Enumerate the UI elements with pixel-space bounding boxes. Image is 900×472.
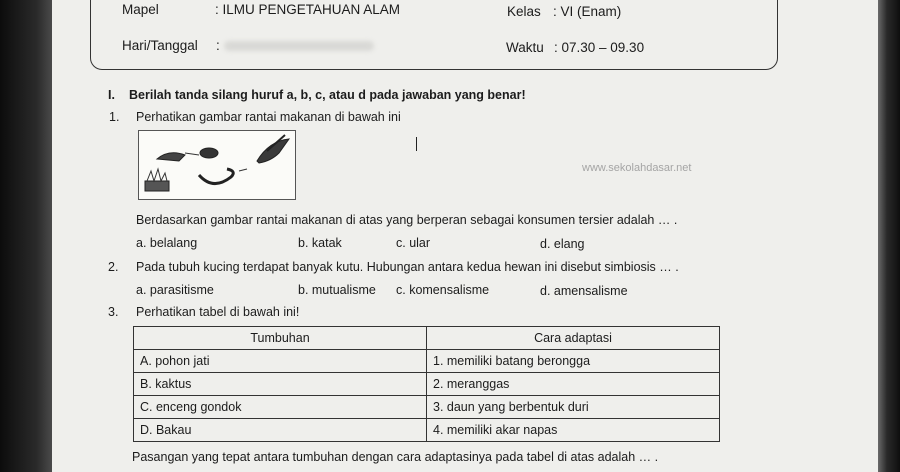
hari-value: : xyxy=(216,38,374,53)
q2-text: Pada tubuh kucing terdapat banyak kutu. Hubungan antara kedua hewan ini disebut simbiosis … . xyxy=(136,260,679,274)
q2-option-a: a. parasitisme xyxy=(136,283,214,297)
waktu-value: : 07.30 – 09.30 xyxy=(554,40,645,55)
table-row xyxy=(134,419,720,442)
table-cell: C. enceng gondok xyxy=(134,396,427,419)
mapel-value: : ILMU PENGETAHUAN ALAM xyxy=(215,2,401,17)
q1-option-a: a. belalang xyxy=(136,236,198,250)
text-cursor xyxy=(416,137,417,151)
table-row xyxy=(134,373,720,396)
table-cell: 1. memiliki batang berongga xyxy=(427,350,720,373)
q1-text: Perhatikan gambar rantai makanan di bawah ini xyxy=(136,110,401,124)
hari-label: Hari/Tanggal xyxy=(122,38,198,53)
q2-option-d: d. amensalisme xyxy=(540,284,628,298)
mapel-label: Mapel xyxy=(122,2,159,17)
table-header-tumbuhan: Tumbuhan xyxy=(134,327,427,350)
food-chain-image xyxy=(138,130,296,200)
q2-number: 2. xyxy=(108,260,119,274)
scan-left-border xyxy=(0,0,52,472)
table-header-cara-adaptasi: Cara adaptasi xyxy=(427,327,720,350)
q3-text: Perhatikan tabel di bawah ini! xyxy=(136,305,300,319)
q1-number: 1. xyxy=(109,110,120,124)
q1-option-d: d. elang xyxy=(540,237,585,251)
q2-option-b: b. mutualisme xyxy=(298,283,376,297)
kelas-value: : VI (Enam) xyxy=(553,4,622,19)
section-instruction: Berilah tanda silang huruf a, b, c, atau d pada jawaban yang benar! xyxy=(129,88,526,102)
redacted-date xyxy=(224,41,374,51)
header-box xyxy=(90,0,778,70)
table-cell: 3. daun yang berbentuk duri xyxy=(427,396,720,419)
q3-followup: Pasangan yang tepat antara tumbuhan dengan cara adaptasinya pada tabel di atas adalah … . xyxy=(132,450,659,464)
exam-paper xyxy=(52,0,878,472)
scan-right-border xyxy=(878,0,900,472)
table-row xyxy=(134,350,720,373)
adaptation-table xyxy=(133,326,720,442)
q1-option-c: c. ular xyxy=(396,236,431,250)
section-number: I. xyxy=(108,88,115,102)
q1-option-b: b. katak xyxy=(298,236,342,250)
q3-number: 3. xyxy=(108,305,119,319)
waktu-label: Waktu xyxy=(506,40,544,55)
q1-followup: Berdasarkan gambar rantai makanan di atas yang berperan sebagai konsumen tersier adalah … . xyxy=(136,213,678,227)
table-cell: B. kaktus xyxy=(134,373,427,396)
table-header-row xyxy=(134,327,720,350)
watermark-text: www.sekolahdasar.net xyxy=(582,162,692,174)
table-cell: 2. meranggas xyxy=(427,373,720,396)
table-cell: D. Bakau xyxy=(134,419,427,442)
kelas-label: Kelas xyxy=(507,4,541,19)
q2-option-c: c. komensalisme xyxy=(396,283,490,297)
table-cell: A. pohon jati xyxy=(134,350,427,373)
table-row xyxy=(134,396,720,419)
table-cell: 4. memiliki akar napas xyxy=(427,419,720,442)
